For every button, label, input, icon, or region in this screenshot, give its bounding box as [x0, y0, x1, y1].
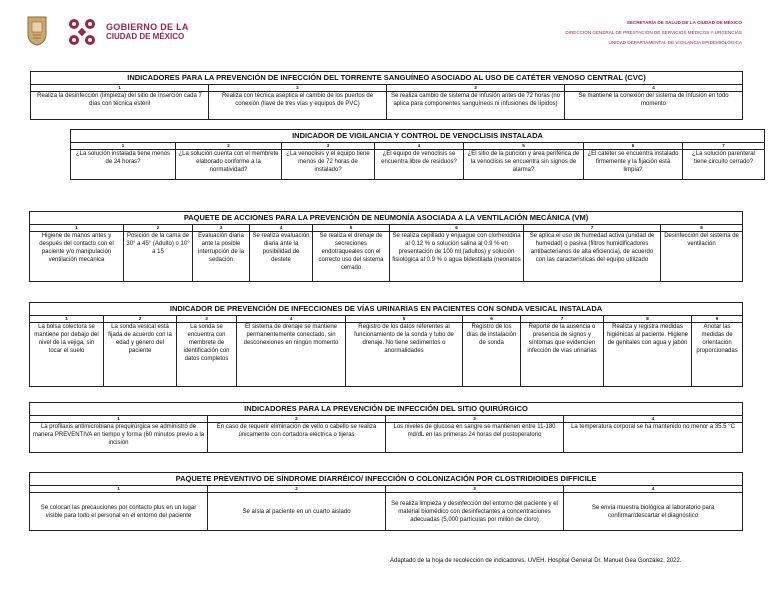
- neumonia-num: 3: [193, 225, 250, 232]
- venoclisis-cell: ¿La venoclisis y el equipo tiene menos de 72 horas de instalado?: [282, 150, 375, 180]
- quirurgico-num: 4: [564, 416, 743, 423]
- venoclisis-num: 6: [584, 143, 683, 150]
- diarreico-num: 1: [30, 486, 208, 493]
- urinarias-cell: Reporte de la ausencia o presencia de signos y síntomas que evidencien infección de vías urinarias: [521, 323, 604, 387]
- source-footnote: Adaptado de la hoja de recolección de indicadores. UVEH. Hospital General Dr. Manuel Gea González, 2022.: [390, 558, 682, 564]
- quirurgico-title: INDICADORES PARA LA PREVENCIÓN DE INFECCIÓN DEL SITIO QUIRÚRGICO: [30, 403, 743, 416]
- cvc-num: 1: [31, 85, 209, 92]
- cvc-num: 2: [209, 85, 387, 92]
- cvc-cell: Realiza con técnica aséptica el cambio de los puertos de conexión (llave de tres vías y equipos de PVC): [209, 92, 387, 120]
- venoclisis-title: INDICADOR DE VIGILANCIA Y CONTROL DE VENOCLISIS INSTALADA: [71, 130, 765, 143]
- neumonia-cell: Se aplica el uso de humedad activa (unidad de humedad) o pasiva (filtros humidificadores antibacterianos de alta eficiencia), de acuerdo con las características del equipo utilizado: [524, 232, 661, 282]
- diarreico-cell: Se envía muestra biológica al laboratorio para confirmar/descartar el diagnóstico: [564, 493, 743, 531]
- cvc-table: [30, 71, 743, 120]
- venoclisis-num: 3: [282, 143, 375, 150]
- diarreico-cell: Se aísla al paciente en un cuarto aislado: [208, 493, 386, 531]
- neumonia-cell: Higiene de manos antes y después del contacto con el paciente y/o manipulación ventilación mecánica: [30, 232, 124, 282]
- quirurgico-cell: En caso de requerir eliminación de vello o cabello se realiza únicamente con cortadora eléctrica o tijeras: [208, 423, 386, 453]
- venoclisis-cell: ¿El catéter se encuentra instalado firmemente y la fijación está limpia?: [584, 150, 683, 180]
- venoclisis-cell: ¿El sitio de la punción y área periférica de la venoclisis se encuentra sin signos de alarma?: [464, 150, 584, 180]
- diarreico-cell: Se colocan las precauciones por contacto plus en un lugar visible para todo el personal en el entorno del paciente: [30, 493, 208, 531]
- diarreico-table: [29, 472, 743, 531]
- venoclisis-num: 4: [375, 143, 464, 150]
- urinarias-cell: El sistema de drenaje se mantiene permanentemente conectado, sin desconexiones en ningún momento: [237, 323, 346, 387]
- urinarias-num: 6: [463, 316, 521, 323]
- neumonia-cell: Se realiza cepillado y enjuague con clorhexidina al 0.12 % o solución salina al 0.9 % en presentación de 100 ml (adultos) y solución fisiológica al 0.9 % o agua bidestilada (neonatos: [390, 232, 524, 282]
- neumonia-title: PAQUETE DE ACCIONES PARA LA PREVENCIÓN DE NEUMONÍA ASOCIADA A LA VENTILACIÓN MECÁNICA (VM): [30, 212, 743, 225]
- diarreico-num: 2: [208, 486, 386, 493]
- diarreico-num: 4: [564, 486, 743, 493]
- quirurgico-cell: Los niveles de glucosa en sangre se mantienen entre 11-180 md/dL en las primeras 24 horas del postoperatorio: [386, 423, 564, 453]
- neumonia-num: 1: [30, 225, 124, 232]
- gov-line-1: GOBIERNO DE LA: [106, 22, 189, 32]
- urinarias-table: [29, 302, 743, 387]
- diarreico-cell: Se realiza limpieza y desinfección del entorno del paciente y el material biomédico con desinfectantes a concentraciones adecuadas (5,000 partículas por millón de cloro): [386, 493, 564, 531]
- neumonia-num: 2: [124, 225, 193, 232]
- urinarias-num: 9: [692, 316, 743, 323]
- neumonia-num: 8: [661, 225, 743, 232]
- page-header: [0, 0, 768, 62]
- venoclisis-num: 7: [683, 143, 765, 150]
- cdmx-logo-icon: [64, 14, 100, 50]
- cvc-title: INDICADORES PARA LA PREVENCIÓN DE INFECCIÓN DEL TORRENTE SANGUÍNEO ASOCIADO AL USO DE CATÉTER VENOSO CENTRAL (CVC): [31, 72, 743, 85]
- agency-line-2: DIRECCIÓN GENERAL DE PRESTACIÓN DE SERVICIOS MÉDICOS Y URGENCIAS: [565, 30, 742, 35]
- neumonia-table: [29, 211, 743, 282]
- venoclisis-cell: ¿La solución parenteral tiene circuito cerrado?: [683, 150, 765, 180]
- venoclisis-cell: ¿La solución cuenta con el membrete elaborado conforme a la normatividad?: [176, 150, 282, 180]
- urinarias-cell: Registro de los días de instalación de sonda: [463, 323, 521, 387]
- neumonia-num: 6: [390, 225, 524, 232]
- quirurgico-table: [29, 402, 743, 453]
- quirurgico-num: 3: [386, 416, 564, 423]
- neumonia-num: 7: [524, 225, 661, 232]
- venoclisis-cell: ¿La solución instalada tiene menos de 24 horas?: [71, 150, 176, 180]
- cvc-cell: Se mantiene la conexión del sistema de infusión en todo momento: [565, 92, 743, 120]
- neumonia-cell: Se realiza el drenaje de secreciones endotraqueales con el correcto uso del sistema cerrado: [313, 232, 390, 282]
- urinarias-num: 2: [104, 316, 177, 323]
- government-logo-text: [106, 22, 189, 42]
- urinarias-num: 5: [346, 316, 463, 323]
- urinarias-cell: La bolsa colectora se mantiene por debajo del nivel de la vejiga, sin tocar el suelo: [30, 323, 104, 387]
- quirurgico-num: 1: [30, 416, 208, 423]
- neumonia-cell: Desinfección del sistema de ventilación: [661, 232, 743, 282]
- urinarias-num: 8: [604, 316, 692, 323]
- quirurgico-num: 2: [208, 416, 386, 423]
- venoclisis-table: [70, 129, 765, 180]
- diarreico-num: 3: [386, 486, 564, 493]
- agency-line-1: SECRETARÍA DE SALUD DE LA CIUDAD DE MÉXICO: [626, 20, 742, 25]
- cvc-cell: Realiza la desinfección (limpieza) del sitio de inserción cada 7 días con técnica estéril: [31, 92, 209, 120]
- urinarias-num: 1: [30, 316, 104, 323]
- cvc-num: 4: [565, 85, 743, 92]
- neumonia-num: 4: [250, 225, 313, 232]
- agency-block: [565, 18, 742, 48]
- urinarias-cell: Registro de los datos referentes al funcionamiento de la sonda y tubo de drenaje. No tiene sedimentos o anormalidades: [346, 323, 463, 387]
- neumonia-cell: Posición de la cama de 30° a 45° (Adulto) o 10° a 15: [124, 232, 193, 282]
- urinarias-cell: Realiza y registra medidas higiénicas al paciente. Higiene de genitales con agua y jabón: [604, 323, 692, 387]
- neumonia-cell: Evaluación diaria ante la posible interrupción de la sedación: [193, 232, 250, 282]
- diarreico-title: PAQUETE PREVENTIVO DE SÍNDROME DIARRÉICO/ INFECCIÓN O COLONIZACIÓN POR CLOSTRIDIOIDES DIFFICILE: [30, 473, 743, 486]
- urinarias-cell: La sonda se encuentra con membrete de identificación con datos completos: [177, 323, 237, 387]
- venoclisis-num: 1: [71, 143, 176, 150]
- quirurgico-cell: La profilaxis antimicrobiana prequirúrgica se administró de manera PREVENTIVA en tiempo y forma (60 minutos previo a la incisión: [30, 423, 208, 453]
- venoclisis-cell: ¿El equipo de venoclisis se encuentra libre de residuos?: [375, 150, 464, 180]
- cvc-num: 3: [387, 85, 565, 92]
- urinarias-cell: Anotar las medidas de orientación proporcionadas: [692, 323, 743, 387]
- urinarias-cell: La sonda vesical está fijada de acuerdo con la edad y género del paciente: [104, 323, 177, 387]
- urinarias-title: INDICADOR DE PREVENCIÓN DE INFECCIONES DE VÍAS URINARIAS EN PACIENTES CON SONDA VESICAL INSTALADA: [30, 303, 743, 316]
- venoclisis-num: 2: [176, 143, 282, 150]
- agency-line-3: UNIDAD DEPARTAMENTAL DE VIGILANCIA EPIDEMIOLÓGICA: [608, 40, 742, 45]
- neumonia-cell: Se realiza evaluación diaria ante la posibilidad de destete: [250, 232, 313, 282]
- urinarias-num: 7: [521, 316, 604, 323]
- gov-line-2: CIUDAD DE MÉXICO: [106, 32, 185, 41]
- coat-of-arms-icon: [27, 16, 47, 46]
- cvc-cell: Se realiza cambio de sistema de infusión antes de 72 horas (no aplica para componentes sanguíneos ni infusiones de lípidos): [387, 92, 565, 120]
- urinarias-num: 3: [177, 316, 237, 323]
- neumonia-num: 5: [313, 225, 390, 232]
- venoclisis-num: 5: [464, 143, 584, 150]
- urinarias-num: 4: [237, 316, 346, 323]
- quirurgico-cell: La temperatura corporal se ha mantenido no menor a 35.5 °C: [564, 423, 743, 453]
